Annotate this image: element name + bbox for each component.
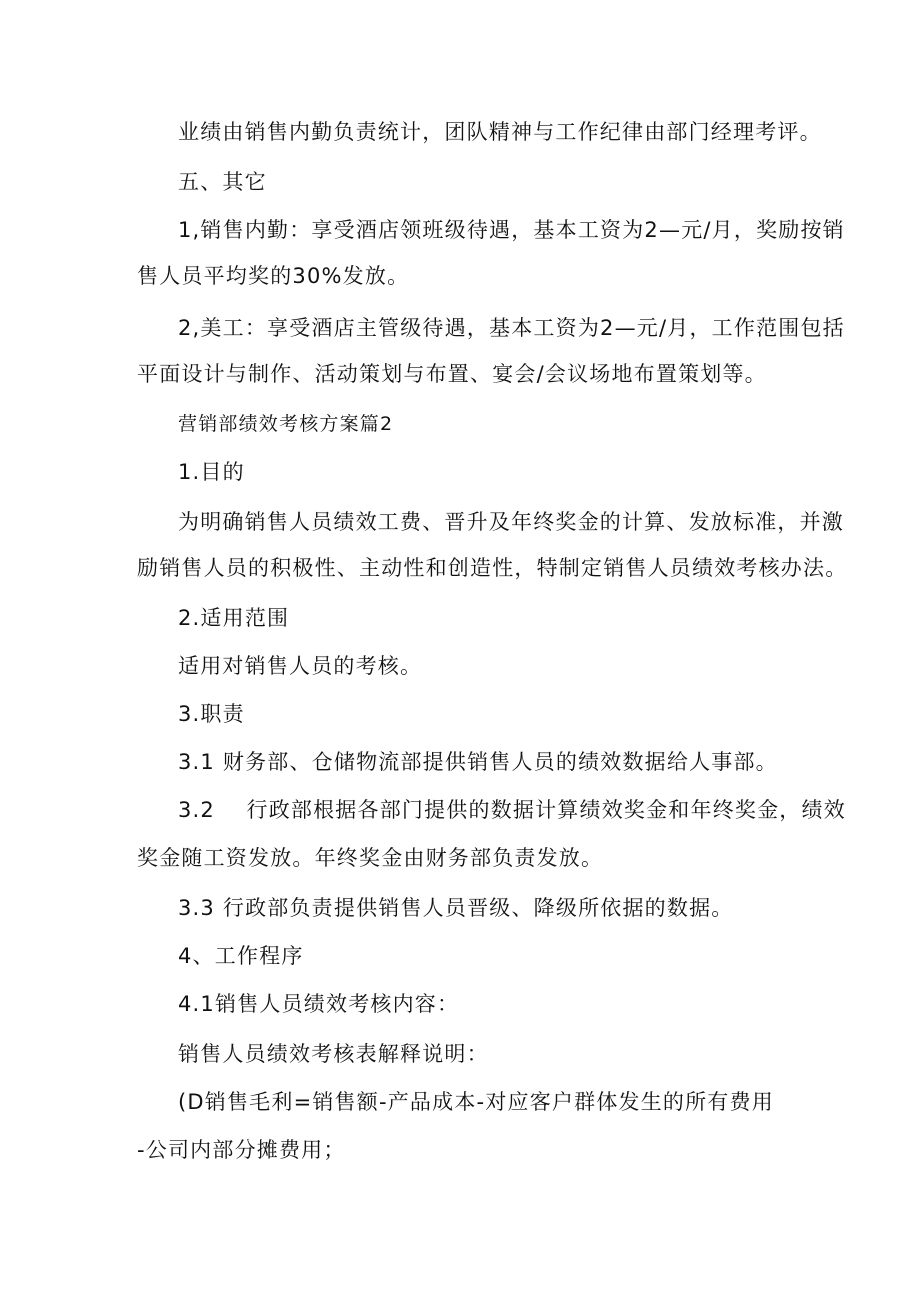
text-line: 售人员平均奖的30%发放。 — [137, 264, 410, 288]
text-line: 4.1销售人员绩效考核内容： — [178, 992, 460, 1016]
text-line: 奖金随工资发放。年终奖金由财务部负责发放。 — [137, 846, 604, 870]
text-line: 3.2 行政部根据各部门提供的数据计算绩效奖金和年终奖金，绩效 — [178, 798, 846, 822]
section-heading: 4、工作程序 — [178, 944, 304, 968]
section-heading: 1.目的 — [178, 460, 245, 484]
text-line: 平面设计与制作、活动策划与布置、宴会/会议场地布置策划等。 — [137, 362, 767, 386]
text-line: 2,美工：享受酒店主管级待遇，基本工资为2—元/月，工作范围包括 — [178, 316, 845, 340]
section-heading: 3.职责 — [178, 702, 245, 726]
text-line: 1,销售内勤：享受酒店领班级待遇，基本工资为2—元/月，奖励按销 — [178, 218, 845, 242]
text-line: 为明确销售人员绩效工费、晋升及年终奖金的计算、发放标准，并激 — [178, 510, 844, 534]
section-heading: 五、其它 — [178, 170, 267, 194]
text-line: (D销售毛利=销售额-产品成本-对应客户群体发生的所有费用 — [178, 1090, 774, 1114]
text-line: 3.1 财务部、仓储物流部提供销售人员的绩效数据给人事部。 — [178, 750, 778, 774]
text-line: 励销售人员的积极性、主动性和创造性，特制定销售人员绩效考核办法。 — [137, 556, 848, 580]
text-line: 适用对销售人员的考核。 — [178, 654, 423, 678]
text-line: -公司内部分摊费用； — [137, 1138, 346, 1162]
text-line: 销售人员绩效考核表解释说明： — [178, 1042, 489, 1066]
document-title: 营销部绩效考核方案篇2 — [178, 413, 394, 435]
text-line: 业绩由销售内勤负责统计，团队精神与工作纪律由部门经理考评。 — [178, 120, 822, 144]
text-line: 3.3 行政部负责提供销售人员晋级、降级所依据的数据。 — [178, 896, 734, 920]
section-heading: 2.适用范围 — [178, 606, 290, 630]
